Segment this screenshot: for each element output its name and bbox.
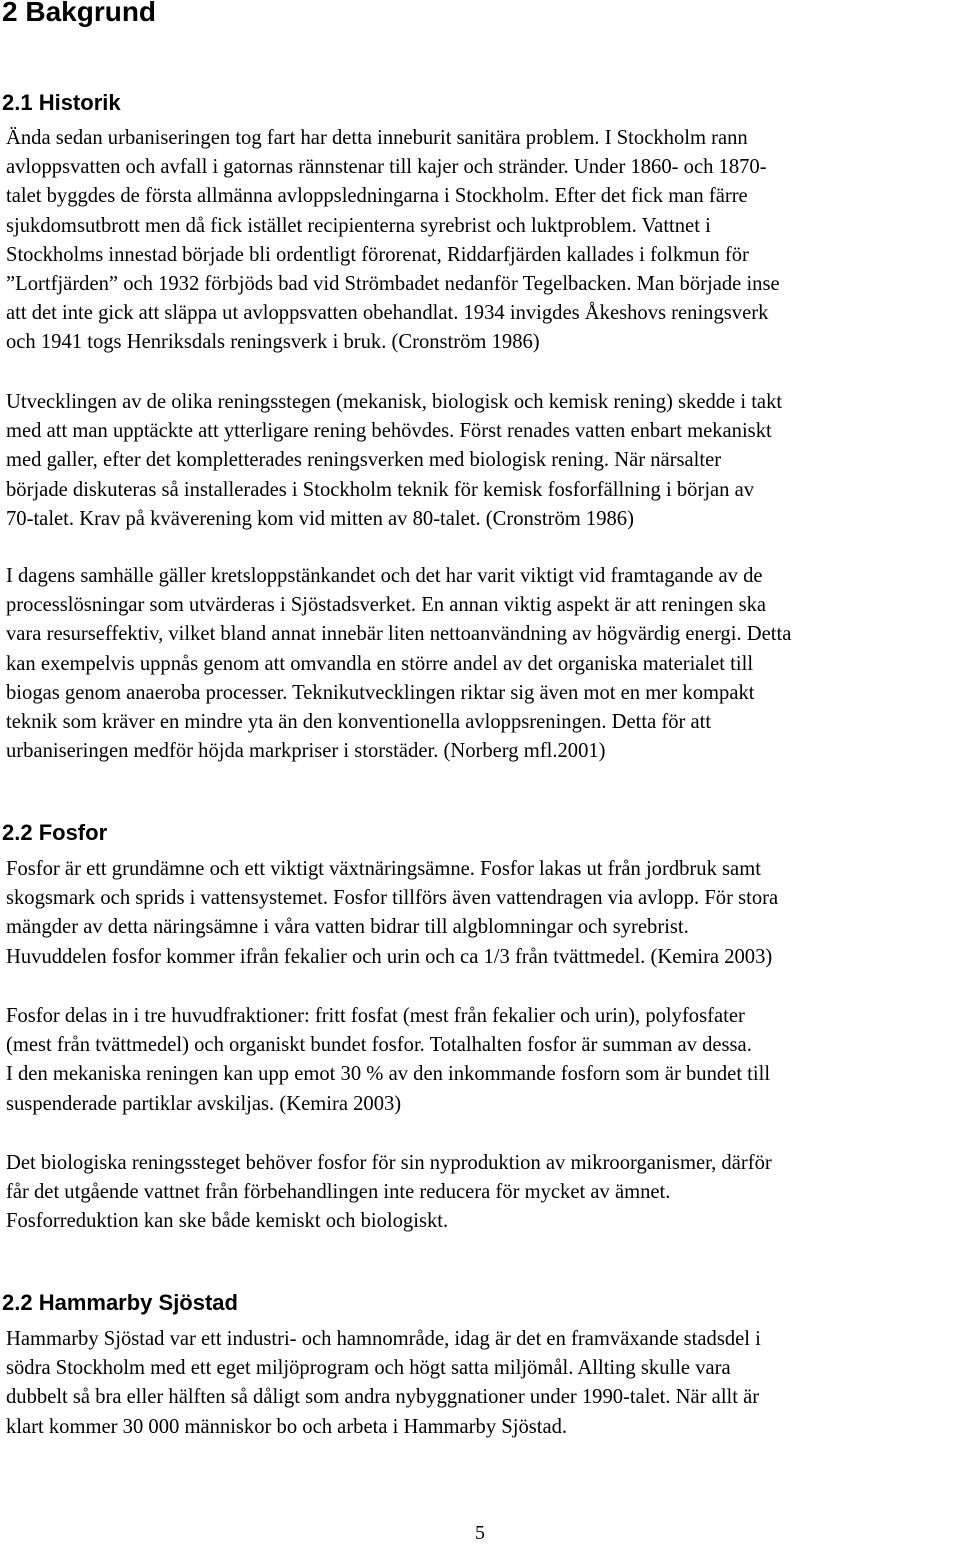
text-line: Huvuddelen fosfor kommer ifrån fekalier och urin och ca 1/3 från tvättmedel. (Kemira 2003): [6, 945, 773, 968]
text-line: kan exempelvis uppnås genom att omvandla en större andel av det organiska materialet till: [6, 652, 754, 675]
section-heading-historik: 2.1 Historik: [2, 90, 121, 115]
text-line: talet byggdes de första allmänna avloppsledningarna i Stockholm. Efter det fick man färre: [6, 185, 748, 208]
text-line: med galler, efter det kompletterades reningsverken med biologisk rening. När närsalter: [6, 449, 722, 472]
text-line: Hammarby Sjöstad var ett industri- och hamnområde, idag är det en framväxande stadsdel i: [6, 1328, 761, 1350]
text-line: får det utgående vattnet från förbehandlingen inte reducera för mycket av ämnet.: [6, 1181, 671, 1204]
text-line: Utvecklingen av de olika reningsstegen (mekanisk, biologisk och kemisk rening) skedde i takt: [6, 391, 783, 413]
text-line: mängder av detta näringsämne i våra vatten bidrar till algblomningar och syrebrist.: [6, 916, 689, 939]
section-heading-fosfor: 2.2 Fosfor: [2, 820, 108, 845]
paragraph-fosfor-1: [6, 855, 960, 972]
text-line: processlösningar som utvärderas i Sjöstadsverket. En annan viktig aspekt är att reningen ska: [6, 594, 767, 617]
text-line: med att man upptäckte att ytterligare rening behövdes. Först renades vatten enbart mekaniskt: [6, 420, 772, 443]
text-line: 70-talet. Krav på kväverening kom vid mitten av 80-talet. (Cronström 1986): [6, 507, 634, 530]
text-line: Stockholms innestad började bli ordentligt förorenat, Riddarfjärden kallades i folkmun för: [6, 243, 749, 266]
paragraph-fosfor-3: [6, 1149, 960, 1237]
page-number: 5: [475, 1522, 485, 1544]
text-line: I den mekaniska reningen kan upp emot 30 % av den inkommande fosforn som är bundet till: [6, 1063, 771, 1086]
text-line: dubbelt så bra eller hälften så dåligt som andra nybyggnationer under 1990-talet. När allt är: [6, 1386, 760, 1409]
chapter-heading: 2 Bakgrund: [2, 0, 157, 27]
paragraph-historik-2: [6, 388, 960, 534]
text-line: ”Lortfjärden” och 1932 förbjöds bad vid Strömbadet nedanför Tegelbacken. Man började inse: [6, 273, 780, 296]
paragraph-hammarby: [6, 1325, 960, 1442]
text-line: att det inte gick att släppa ut avloppsvatten obehandlat. 1934 invigdes Åkeshovs reningsverk: [6, 302, 769, 325]
text-line: började diskuteras så installerades i Stockholm teknik för kemisk fosforfällning i början av: [6, 478, 755, 501]
text-line: avloppsvatten och avfall i gatornas rännstenar till kajer och stränder. Under 1860- och 1870-: [6, 156, 767, 179]
text-line: biogas genom anaeroba processer. Teknikutvecklingen riktar sig även mot en mer kompakt: [6, 681, 755, 704]
text-line: Fosforreduktion kan ske både kemiskt och biologiskt.: [6, 1210, 449, 1233]
text-line: södra Stockholm med ett eget miljöprogram och högt satta miljömål. Allting skulle vara: [6, 1357, 731, 1380]
paragraph-fosfor-2: [6, 1002, 960, 1119]
text-line: klart kommer 30 000 människor bo och arbeta i Hammarby Sjöstad.: [6, 1415, 568, 1438]
text-line: sjukdomsutbrott men då fick istället recipienterna syrebrist och luktproblem. Vattnet i: [6, 214, 711, 237]
text-line: vara resurseffektiv, vilket bland annat innebär liten nettoanvändning av högvärdig energi. Detta: [6, 623, 792, 646]
text-line: Fosfor är ett grundämne och ett viktigt växtnäringsämne. Fosfor lakas ut från jordbruk samt: [6, 858, 761, 880]
text-line: Det biologiska reningssteget behöver fosfor för sin nyproduktion av mikroorganismer, därför: [6, 1152, 772, 1174]
text-line: och 1941 togs Henriksdals reningsverk i bruk. (Cronström 1986): [6, 331, 540, 354]
paragraph-historik-1: [6, 124, 960, 358]
paragraph-historik-3: [6, 562, 960, 766]
text-line: urbaniseringen medför höjda markpriser i storstäder. (Norberg mfl.2001): [6, 740, 606, 763]
text-line: Fosfor delas in i tre huvudfraktioner: fritt fosfat (mest från fekalier och urin), polyfosfater: [6, 1005, 745, 1027]
text-line: (mest från tvättmedel) och organiskt bundet fosfor. Totalhalten fosfor är summan av dessa.: [6, 1034, 752, 1057]
text-line: Ända sedan urbaniseringen tog fart har detta inneburit sanitära problem. I Stockholm rann: [6, 127, 748, 149]
text-line: teknik som kräver en mindre yta än den konventionella avloppsreningen. Detta för att: [6, 711, 712, 734]
text-line: suspenderade partiklar avskiljas. (Kemira 2003): [6, 1092, 402, 1115]
section-heading-hammarby: 2.2 Hammarby Sjöstad: [2, 1290, 238, 1315]
text-line: I dagens samhälle gäller kretsloppstänkandet och det har varit viktigt vid framtagande av de: [6, 565, 763, 587]
text-line: skogsmark och sprids i vattensystemet. Fosfor tillförs även vattendragen via avlopp. För stora: [6, 887, 779, 910]
